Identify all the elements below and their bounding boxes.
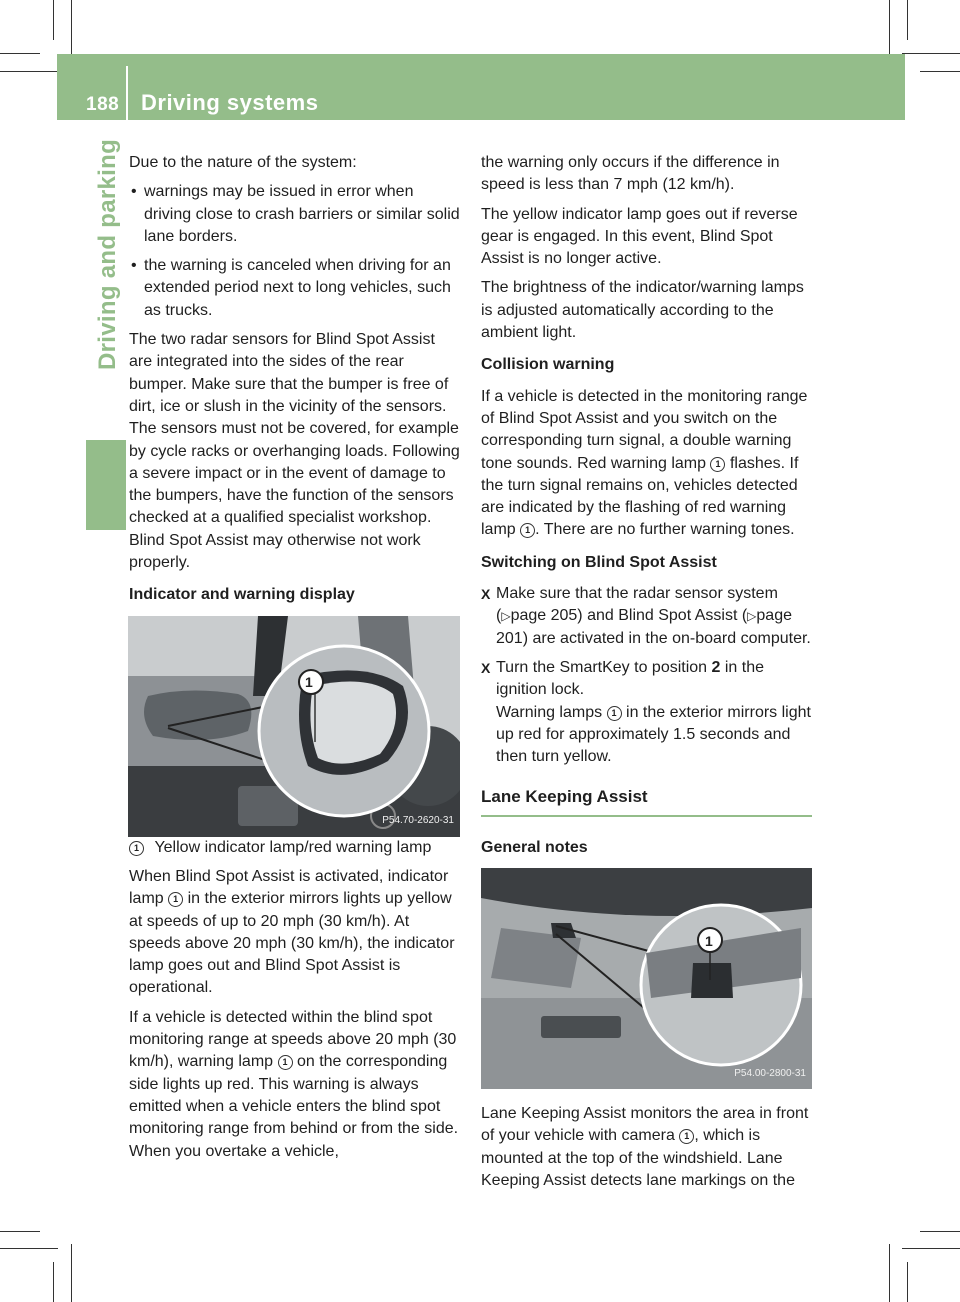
lane-paragraph: Lane Keeping Assist monitors the area in front of your vehicle with camera 1 , which is mounted at the top of the windshield. Lane Keeping Assist detects lane markings on the xyxy=(481,1105,809,1189)
callout-1-icon: 1 xyxy=(520,523,535,538)
switching-heading: Switching on Blind Spot Assist xyxy=(481,553,717,571)
instruction-step: X Turn the SmartKey to position 2 in the ignition lock. Warning lamps 1 in the exterior mirrors light up red for approximately 1.5 seconds and then turn yellow. xyxy=(481,657,812,768)
figure1-code: P54.70-2620-31 xyxy=(382,815,454,827)
crop-mark xyxy=(889,0,890,58)
callout-1-icon: 1 xyxy=(129,841,144,856)
camera-illustration xyxy=(481,868,812,1089)
crop-mark xyxy=(53,0,54,40)
header-divider xyxy=(126,66,128,120)
collision-paragraph: If a vehicle is detected in the monitoring range of Blind Spot Assist and you switch on the corresponding turn signal, a double warning tone sounds. Red warning lamp 1 flashes. If the turn signal remains on, vehicles detected are indicated by the flashing of red warning lamp 1 . There are no further warning tones. xyxy=(481,387,808,539)
instruction-step: X Make sure that the radar sensor system (▷page 205) and Blind Spot Assist (▷page 201) are activated in the on-board computer. xyxy=(481,583,812,650)
crop-mark xyxy=(902,1248,960,1249)
side-tab-label: Driving and parking xyxy=(94,138,121,370)
callout-1-icon: 1 xyxy=(679,1129,694,1144)
sensors-paragraph: The two radar sensors for Blind Spot Assist are integrated into the sides of the rear bumper. Make sure that the bumper is free of dirt, ice or slush in the vicinity of the sensors. The sensors must not be covered, for example by cycle racks or overhanging loads. Following a severe impact or in the event of damage to the bumpers, have the function of the sensors checked at a qualified specialist workshop. Blind Spot Assist may otherwise not work properly. xyxy=(129,331,460,572)
left-column xyxy=(116,152,461,1170)
figure1-caption-text: Yellow indicator lamp/red warning lamp xyxy=(154,838,432,856)
crop-mark xyxy=(920,1231,960,1232)
reverse-paragraph: The yellow indicator lamp goes out if reverse gear is engaged. In this event, Blind Spot Assist is no longer active. xyxy=(481,205,798,268)
crop-mark xyxy=(0,1248,58,1249)
general-notes-heading: General notes xyxy=(481,838,588,856)
page-number: 188 xyxy=(86,94,120,115)
intro-text: Due to the nature of the system: xyxy=(129,154,357,171)
mirror-illustration xyxy=(128,616,460,837)
callout-1-icon: 1 xyxy=(278,1055,293,1070)
brightness-paragraph: The brightness of the indicator/warning lamps is adjusted automatically according to the ambient light. xyxy=(481,279,804,342)
crop-mark xyxy=(53,1262,54,1302)
page-title: Driving systems xyxy=(141,90,319,115)
callout-1-icon: 1 xyxy=(710,457,725,472)
figure1-callout: 1 xyxy=(305,673,313,690)
crop-mark xyxy=(0,71,58,72)
figure1-caption xyxy=(129,837,461,859)
crop-mark xyxy=(0,53,40,54)
crop-mark xyxy=(907,1262,908,1302)
crop-mark xyxy=(907,0,908,40)
continued-paragraph: the warning only occurs if the difference in speed is less than 7 mph (12 km/h). xyxy=(481,154,780,194)
mirror-figure xyxy=(128,616,460,837)
section-heading: Lane Keeping Assist xyxy=(481,786,812,816)
camera-figure xyxy=(481,868,812,1089)
page-ref-arrow-icon: ▷ xyxy=(747,609,757,624)
bullet-item: • warnings may be issued in error when driving close to crash barriers or similar solid lane borders. xyxy=(129,181,461,248)
right-column xyxy=(481,152,812,1199)
crop-mark xyxy=(920,71,960,72)
collision-heading: Collision warning xyxy=(481,356,615,374)
callout-1-icon: 1 xyxy=(168,892,183,907)
crop-mark xyxy=(902,53,960,54)
figure2-code: P54.00-2800-31 xyxy=(734,1067,806,1079)
crop-mark xyxy=(0,1231,40,1232)
detected-paragraph: If a vehicle is detected within the blind spot monitoring range at speeds above 20 mph (30 km/h), warning lamp 1 on the corresponding side lights up red. This warning is always emitted when a vehicle enters the blind spot monitoring range from behind or from the side. When you overtake a vehicle, xyxy=(129,1008,459,1160)
crop-mark xyxy=(71,0,72,58)
display-heading: Indicator and warning display xyxy=(129,586,355,604)
figure2-callout: 1 xyxy=(705,933,713,950)
callout-1-icon: 1 xyxy=(607,706,622,721)
page-ref-arrow-icon: ▷ xyxy=(501,609,511,624)
bullet-item: • the warning is canceled when driving for an extended period next to long vehicles, such as trucks. xyxy=(129,255,461,322)
activated-paragraph: When Blind Spot Assist is activated, indicator lamp 1 in the exterior mirrors lights up yellow at speeds of up to 20 mph (30 km/h). At speeds above 20 mph (30 km/h), the indicator lamp goes out and Blind Spot Assist is operational. xyxy=(129,867,455,997)
crop-mark xyxy=(71,1244,72,1302)
crop-mark xyxy=(889,1244,890,1302)
